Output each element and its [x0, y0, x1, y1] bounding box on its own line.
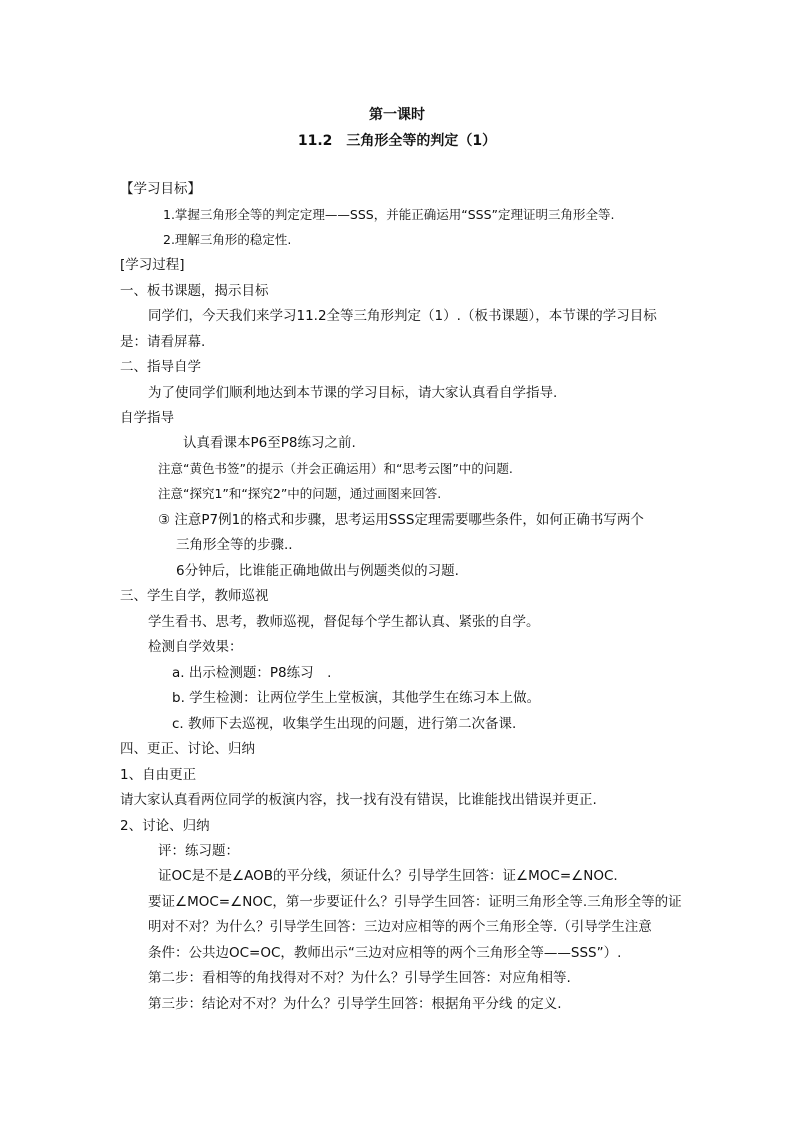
process-heading: [学习过程] [120, 257, 185, 273]
guide-item-5: 6分钟后，比谁能正确地做出与例题类似的习题. [176, 563, 459, 579]
objective-item-1: 1.掌握三角形全等的判定定理——SSS，并能正确运用“SSS”定理证明三角形全等. [163, 207, 615, 222]
guide-item-2: 注意“黄色书签”的提示（并会正确运用）和“思考云图”中的问题. [158, 461, 513, 476]
section-title: 11.2 三角形全等的判定（1） [297, 133, 497, 149]
lesson-title: 第一课时 [369, 107, 425, 123]
section3-item-b: b. 学生检测：让两位学生上堂板演，其他学生在练习本上做。 [172, 690, 541, 706]
section4-1-paragraph: 请大家认真看两位同学的板演内容，找一找有没有错误，比谁能找出错误并更正. [120, 792, 597, 808]
section4-2-paragraph-6: 第二步：看相等的角找得对不对？为什么？引导学生回答：对应角相等. [148, 970, 571, 986]
section3-heading: 三、学生自学，教师巡视 [120, 588, 269, 604]
section4-2-paragraph-4: 明对不对？为什么？引导学生回答：三边对应相等的两个三角形全等.（引导学生注意 [148, 919, 652, 935]
section1-heading: 一、板书课题，揭示目标 [120, 283, 269, 299]
section3-paragraph-1: 学生看书、思考，教师巡视，督促每个学生都认真、紧张的自学。 [148, 614, 540, 630]
section1-paragraph-line1: 同学们，今天我们来学习11.2全等三角形判定（1）.（板书课题），本节课的学习目标 [148, 308, 657, 324]
section3-paragraph-2: 检测自学效果： [148, 639, 243, 655]
section4-2-paragraph-7: 第三步：结论对不对？为什么？引导学生回答：根据角平分线 的定义. [148, 996, 562, 1012]
guide-item-4-line1: ③ 注意P7例1的格式和步骤，思考运用SSS定理需要哪些条件，如何正确书写两个 [158, 512, 644, 528]
section1-paragraph-line2: 是：请看屏幕. [120, 334, 206, 350]
section3-item-c: c. 教师下去巡视，收集学生出现的问题，进行第二次备课. [172, 716, 517, 732]
section2-paragraph: 为了使同学们顺利地达到本节课的学习目标，请大家认真看自学指导. [148, 385, 558, 401]
section4-2-paragraph-3: 要证∠MOC=∠NOC，第一步要证什么？引导学生回答：证明三角形全等.三角形全等的证 [148, 894, 682, 910]
section4-heading: 四、更正、讨论、归纳 [120, 741, 255, 757]
guide-item-3: 注意“探究1”和“探究2”中的问题，通过画图来回答. [158, 486, 442, 501]
objectives-heading: 【学习目标】 [120, 181, 201, 197]
guide-item-4-line2: 三角形全等的步骤.. [176, 537, 293, 553]
section4-2-paragraph-1: 评：练习题： [158, 843, 239, 859]
section4-2-paragraph-5: 条件：公共边OC=OC，教师出示“三边对应相等的两个三角形全等——SSS”）. [148, 945, 622, 961]
section4-2-paragraph-2: 证OC是不是∠AOB的平分线，须证什么？引导学生回答：证∠MOC=∠NOC. [158, 868, 618, 884]
guide-item-1: 认真看课本P6至P8练习之前. [183, 435, 356, 451]
section3-item-a: a. 出示检测题：P8练习 . [172, 665, 332, 681]
section4-2-heading: 2、讨论、归纳 [120, 818, 210, 834]
section4-1-heading: 1、自由更正 [120, 767, 197, 783]
objective-item-2: 2.理解三角形的稳定性. [163, 232, 292, 247]
guide-heading: 自学指导 [120, 410, 174, 426]
section2-heading: 二、指导自学 [120, 359, 201, 375]
